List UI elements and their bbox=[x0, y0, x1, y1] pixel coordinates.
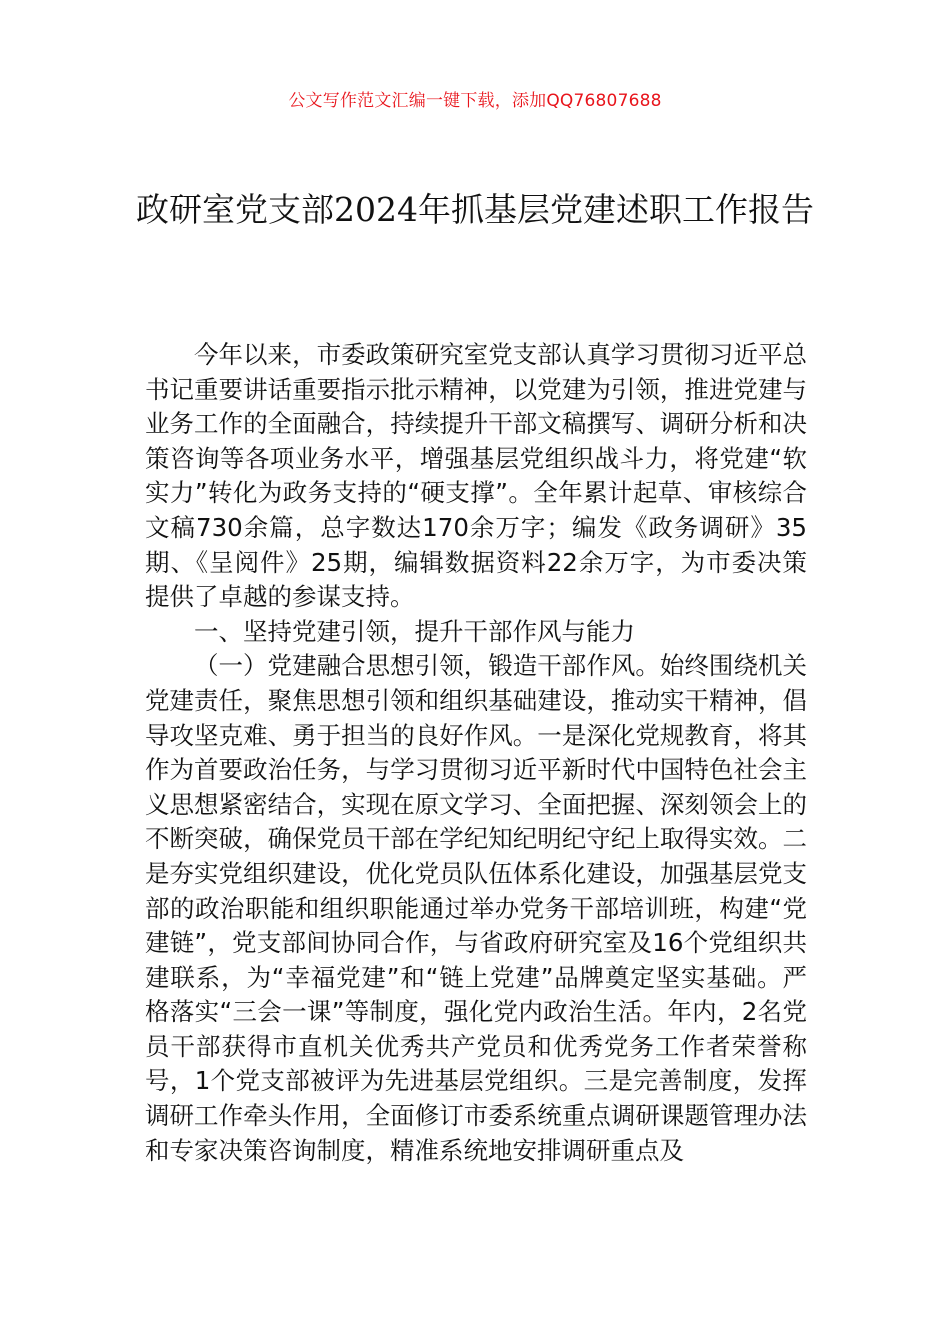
document-body bbox=[145, 338, 807, 1168]
document-title: 政研室党支部2024年抓基层党建述职工作报告 bbox=[136, 190, 814, 229]
intro-paragraph: 今年以来，市委政策研究室党支部认真学习贯彻习近平总书记重要讲话重要指示批示精神，以党建为引领，推进党建与业务工作的全面融合，持续提升干部文稿撰写、调研分析和决策咨询等各项业务水平，增强基层党组织战斗力，将党建“软实力”转化为政务支持的“硬支撑”。全年累计起草、审核综合文稿730余篇，总字数达170余万字；编发《政务调研》35期、《呈阅件》25期，编辑数据资料22余万字，为市委决策提供了卓越的参谋支持。 bbox=[145, 340, 807, 612]
body-paragraph: （一）党建融合思想引领，锻造干部作风。始终围绕机关党建责任，聚焦思想引领和组织基础建设，推动实干精神，倡导攻坚克难、勇于担当的良好作风。一是深化党规教育，将其作为首要政治任务，与学习贯彻习近平新时代中国特色社会主义思想紧密结合，实现在原文学习、全面把握、深刻领会上的不断突破，确保党员干部在学纪知纪明纪守纪上取得实效。二是夯实党组织建设，优化党员队伍体系化建设，加强基层党支部的政治职能和组织职能通过举办党务干部培训班，构建“党建链”，党支部间协同合作，与省政府研究室及16个党组织共建联系，为“幸福党建”和“链上党建”品牌奠定坚实基础。严格落实“三会一课”等制度，强化党内政治生活。年内，2名党员干部获得市直机关优秀共产党员和优秀党务工作者荣誉称号，1个党支部被评为先进基层党组织。三是完善制度，发挥调研工作牵头作用，全面修订市委系统重点调研课题管理办法和专家决策咨询制度，精准系统地安排调研重点及 bbox=[145, 651, 807, 1165]
section-heading: 一、坚持党建引领，提升干部作风与能力 bbox=[194, 616, 635, 646]
download-notice: 公文写作范文汇编一键下载，添加QQ76807688 bbox=[288, 91, 662, 111]
